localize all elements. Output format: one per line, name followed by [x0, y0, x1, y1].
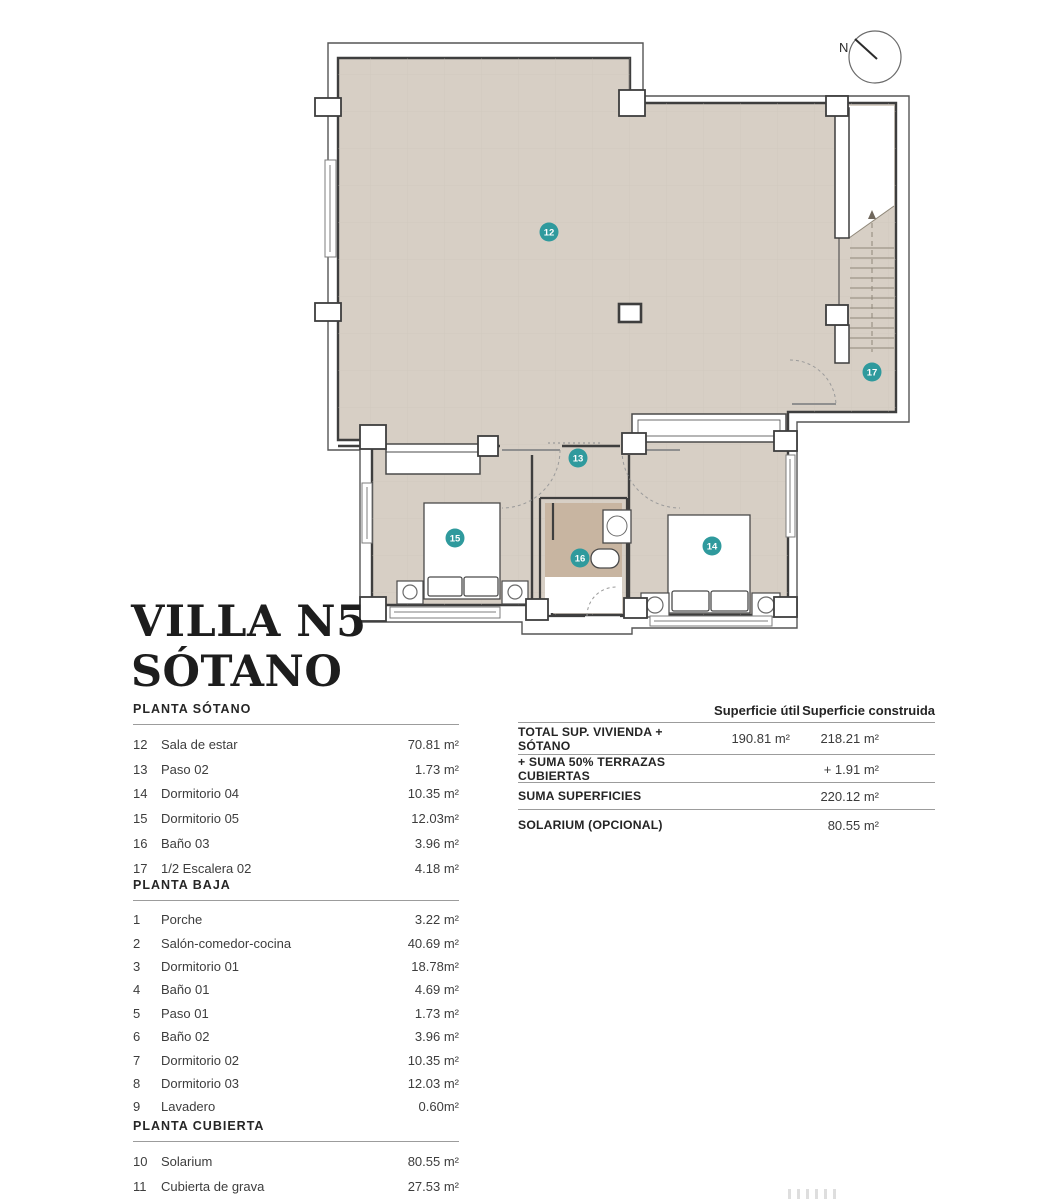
table-row: 7 Dormitorio 02 10.35 m²: [133, 1052, 459, 1068]
bathroom-lower-floor: [545, 577, 622, 613]
bed-room14: [668, 515, 750, 613]
section-planta-sotano: [133, 702, 459, 881]
svg-text:17: 17: [866, 367, 878, 379]
table-row: 9 Lavadero 0.60m²: [133, 1099, 459, 1115]
table-row: 4 Baño 01 4.69 m²: [133, 982, 459, 998]
freestanding-column: [619, 304, 641, 322]
svg-text:12: 12: [543, 227, 555, 239]
bed-room15: [424, 503, 500, 599]
table-row: 2 Salón-comedor-cocina 40.69 m²: [133, 935, 459, 951]
section-header: PLANTA BAJA: [133, 878, 459, 901]
summary-header-row: [518, 699, 935, 723]
toilet-icon: [591, 549, 619, 568]
section-header: PLANTA CUBIERTA: [133, 1119, 459, 1142]
table-row: 6 Baño 02 3.96 m²: [133, 1029, 459, 1045]
table-row: 17 1/2 Escalera 02 4.18 m²: [133, 860, 459, 876]
room-badge-13: [569, 449, 588, 468]
table-row: 13 Paso 02 1.73 m²: [133, 761, 459, 777]
col-header-superficie-util: Superficie útil: [714, 703, 800, 718]
page-title: [131, 597, 367, 697]
surface-summary-table: [518, 699, 935, 840]
table-row: 5 Paso 01 1.73 m²: [133, 1005, 459, 1021]
table-row: 16 Baño 03 3.96 m²: [133, 836, 459, 852]
table-row: 15 Dormitorio 05 12.03m²: [133, 811, 459, 827]
section-planta-baja: [133, 878, 459, 1119]
page-title-line1: VILLA N5: [131, 597, 367, 647]
north-compass-icon: [839, 31, 901, 83]
sink-icon: [603, 510, 631, 543]
table-row: 3 Dormitorio 01 18.78m²: [133, 958, 459, 974]
table-row: 11 Cubierta de grava 27.53 m²: [133, 1178, 459, 1194]
summary-row: TOTAL SUP. VIVIENDA + SÓTANO 190.81 m² 218.21 m²: [518, 723, 935, 755]
summary-row: SUMA SUPERFICIES 220.12 m²: [518, 783, 935, 810]
table-row: 1 Porche 3.22 m²: [133, 912, 459, 928]
page-title-line2: SÓTANO: [131, 647, 343, 697]
summary-row: SOLARIUM (OPCIONAL) 80.55 m²: [518, 817, 879, 833]
section-header: PLANTA SÓTANO: [133, 702, 459, 725]
summary-row: + SUMA 50% TERRAZAS CUBIERTAS + 1.91 m²: [518, 755, 935, 783]
table-row: 8 Dormitorio 03 12.03 m²: [133, 1075, 459, 1091]
room-badge-12: [540, 223, 559, 242]
table-row: 12 Sala de estar 70.81 m²: [133, 736, 459, 752]
table-row: 14 Dormitorio 04 10.35 m²: [133, 786, 459, 802]
svg-text:16: 16: [574, 553, 586, 565]
table-row: 10 Solarium 80.55 m²: [133, 1153, 459, 1169]
room-badge-15: [446, 529, 465, 548]
svg-text:N: N: [839, 40, 849, 55]
room-badge-17: [863, 363, 882, 382]
section-planta-cubierta: [133, 1119, 459, 1199]
room-badge-14: [703, 537, 722, 556]
svg-text:14: 14: [706, 541, 718, 553]
svg-text:13: 13: [572, 453, 584, 465]
svg-text:15: 15: [449, 533, 461, 545]
room-badge-16: [571, 549, 590, 568]
col-header-superficie-construida: Superficie construida: [802, 703, 935, 718]
page-footer-mark: [788, 1189, 840, 1199]
